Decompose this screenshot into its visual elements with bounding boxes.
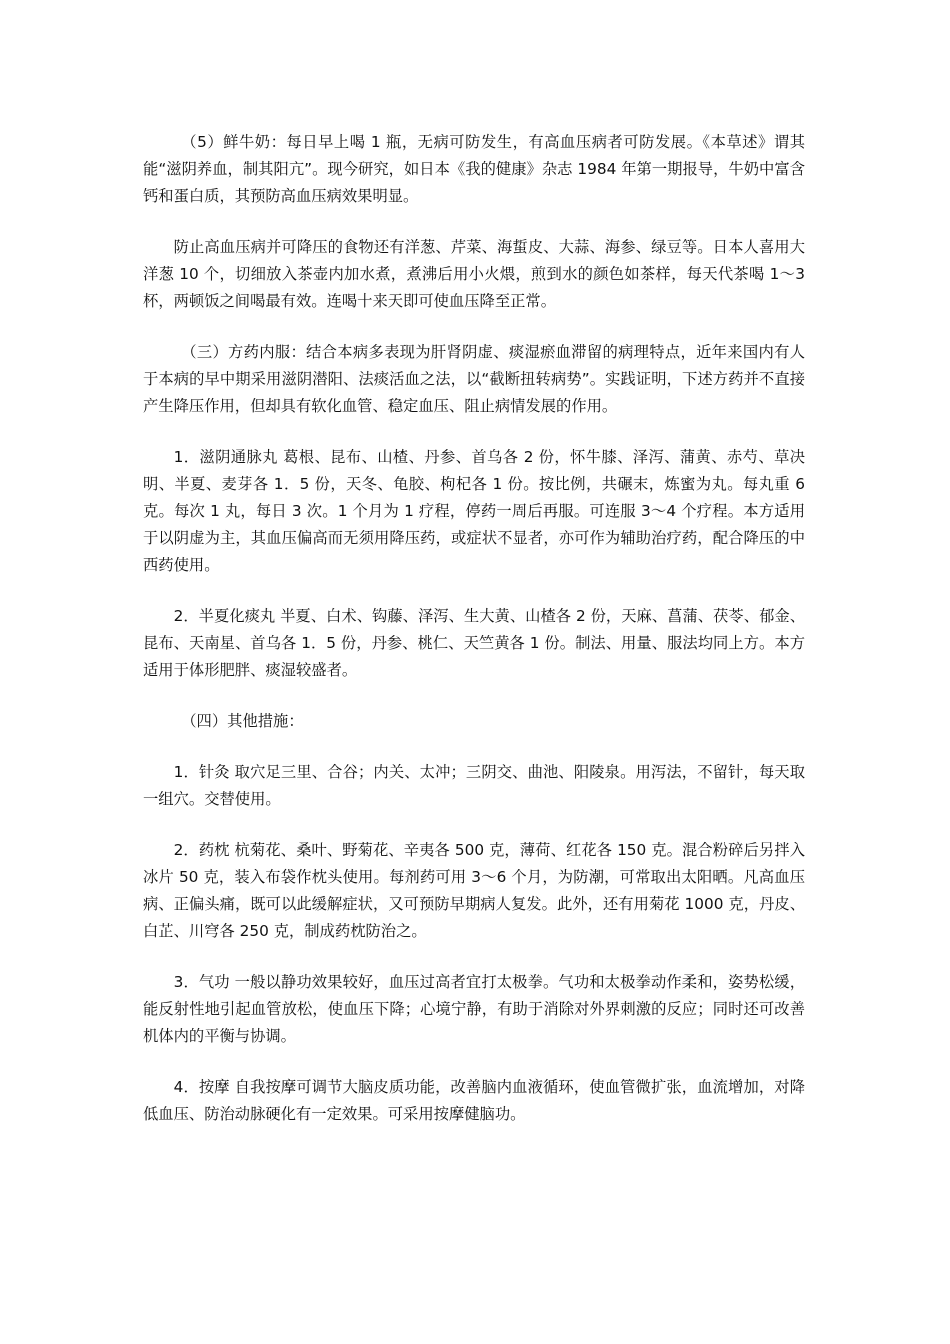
paragraph-fresh-milk: （5）鲜牛奶：每日早上喝 1 瓶，无病可防发生，有高血压病者可防发展。《本草述》谓其能“滋阴养血，制其阳亢”。现今研究，如日本《我的健康》杂志 1984 年第一期报导，牛奶中富含钙和蛋白质，其预防高血压病效果明显。	[143, 133, 805, 205]
paragraph-massage: 4．按摩 自我按摩可调节大脑皮质功能，改善脑内血液循环，使血管微扩张，血流增加，对降低血压、防治动脉硬化有一定效果。可采用按摩健脑功。	[143, 1078, 805, 1123]
paragraph-ziyin-tongmai-pill: 1．滋阴通脉丸 葛根、昆布、山楂、丹参、首乌各 2 份，怀牛膝、泽泻、蒲黄、赤芍、草决明、半夏、麦芽各 1．5 份，天冬、龟胶、枸杞各 1 份。按比例，共碾末，炼蜜为丸。每丸重 6 克。每次 1 丸，每日 3 次。1 个月为 1 疗程，停药一周后再服。可连服 3～4 个疗程。本方适用于以阴虚为主，其血压偏高而无须用降压药，或症状不显者，亦可作为辅助治疗药，配合降压的中西药使用。	[143, 448, 805, 574]
paragraph-qigong: 3．气功 一般以静功效果较好，血压过高者宜打太极拳。气功和太极拳动作柔和，姿势松缓，能反射性地引起血管放松，使血压下降；心境宁静，有助于消除对外界刺激的反应；同时还可改善机体内的平衡与协调。	[143, 973, 805, 1045]
paragraph-antihypertensive-foods: 防止高血压病并可降压的食物还有洋葱、芹菜、海蜇皮、大蒜、海参、绿豆等。日本人喜用大洋葱 10 个，切细放入茶壶内加水煮，煮沸后用小火煨，煎到水的颜色如茶样，每天代茶喝 1～3 杯，两顿饭之间喝最有效。连喝十来天即可使血压降至正常。	[143, 238, 805, 310]
paragraph-banxia-huatan-pill: 2．半夏化痰丸 半夏、白术、钩藤、泽泻、生大黄、山楂各 2 份，天麻、菖蒲、茯苓、郁金、昆布、天南星、首乌各 1．5 份，丹参、桃仁、天竺黄各 1 份。制法、用量、服法均同上方。本方适用于体形肥胖、痰湿较盛者。	[143, 607, 805, 679]
document-body	[143, 129, 805, 1152]
paragraph-other-measures-heading: （四）其他措施：	[181, 712, 304, 730]
paragraph-herbal-medicine: （三）方药内服：结合本病多表现为肝肾阴虚、痰湿瘀血滞留的病理特点，近年来国内有人于本病的早中期采用滋阴潜阳、法痰活血之法，以“截断扭转病势”。实践证明，下述方药并不直接产生降压作用，但却具有软化血管、稳定血压、阻止病情发展的作用。	[143, 343, 805, 415]
paragraph-acupuncture: 1．针灸 取穴足三里、合谷；内关、太冲；三阴交、曲池、阳陵泉。用泻法，不留针，每天取一组穴。交替使用。	[143, 763, 805, 808]
paragraph-herbal-pillow: 2．药枕 杭菊花、桑叶、野菊花、辛夷各 500 克，薄荷、红花各 150 克。混合粉碎后另拌入冰片 50 克，装入布袋作枕头使用。每剂药可用 3～6 个月，为防潮，可常取出太阳晒。凡高血压病、正偏头痛，既可以此缓解症状，又可预防早期病人复发。此外，还有用菊花 1000 克，丹皮、白芷、川穹各 250 克，制成药枕防治之。	[143, 841, 805, 940]
